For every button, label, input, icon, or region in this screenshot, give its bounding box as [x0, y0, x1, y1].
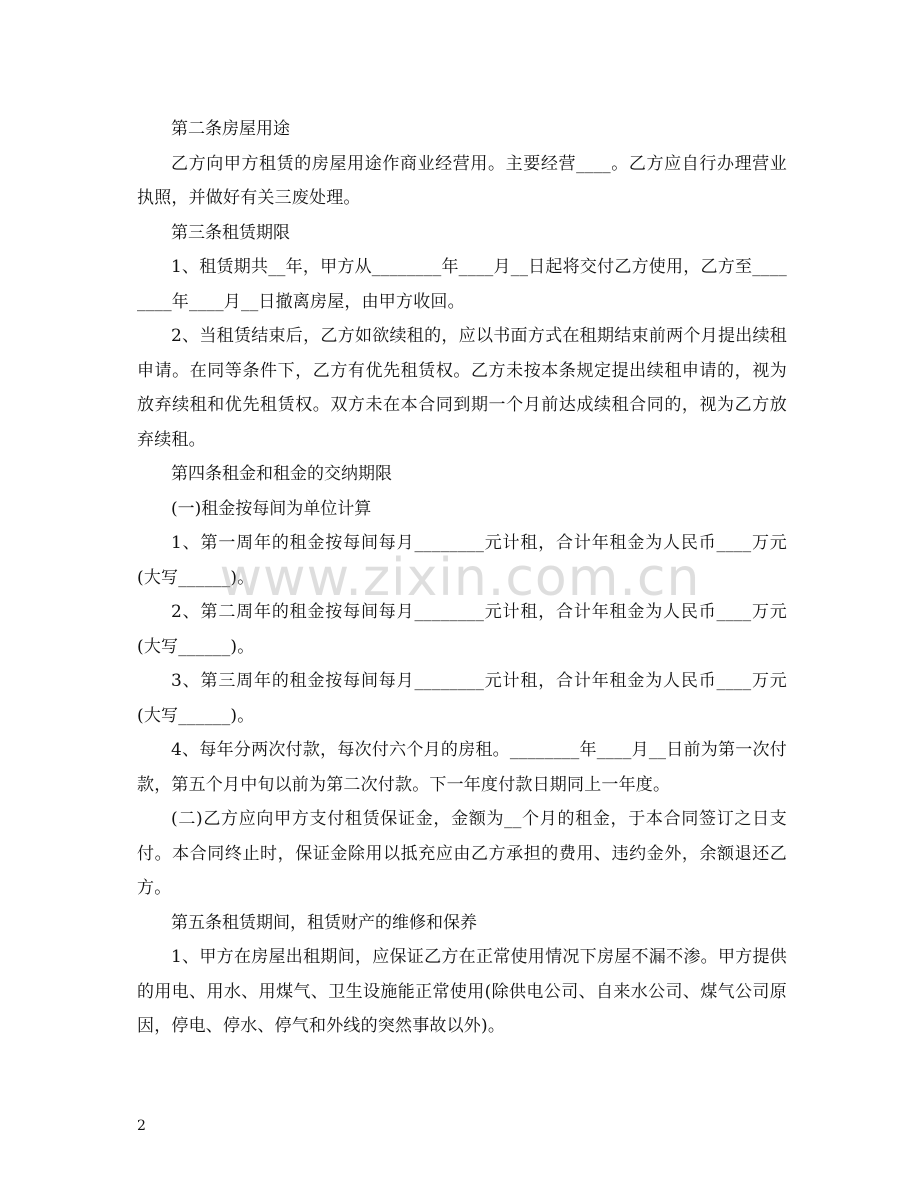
article-5-clause-1: 1、甲方在房屋出租期间，应保证乙方在正常使用情况下房屋不漏不渗。甲方提供的用电、用水、用煤气、卫生设施能正常使用(除供电公司、自来水公司、煤气公司原因，停电、停水、停气和外线的突然事故以外)。: [137, 947, 787, 1036]
article-4-clause-2: 2、第二周年的租金按每间每月________元计租，合计年租金为人民币____万元(大写______)。: [137, 602, 787, 657]
document-body: [137, 112, 787, 1044]
article-4-section-1-heading: (一)租金按每间为单位计算: [171, 498, 372, 519]
article-4-clause-1: 1、第一周年的租金按每间每月________元计租，合计年租金为人民币____万元(大写______)。: [137, 533, 787, 588]
article-2-text: 乙方向甲方租赁的房屋用途作商业经营用。主要经营____。乙方应自行办理营业执照，并做好有关三废处理。: [137, 153, 787, 208]
article-4-section-2: (二)乙方应向甲方支付租赁保证金，金额为__个月的租金，于本合同签订之日支付。本合同终止时，保证金除用以抵充应由乙方承担的费用、违约金外，余额退还乙方。: [137, 809, 787, 898]
watermark: www.zixin.com.cn: [219, 548, 701, 608]
page-number: 2: [137, 1118, 146, 1134]
article-4-clause-3: 3、第三周年的租金按每间每月________元计租，合计年租金为人民币____万元(大写______)。: [137, 671, 787, 726]
article-3-clause-1: 1、租赁期共__年，甲方从________年____月__日起将交付乙方使用，乙方至________年____月__日撤离房屋，由甲方收回。: [137, 257, 787, 312]
article-4-heading: 第四条租金和租金的交纳期限: [171, 464, 392, 484]
article-2-heading: 第二条房屋用途: [171, 119, 290, 139]
article-5-heading: 第五条租赁期间，租赁财产的维修和保养: [171, 912, 477, 933]
article-4-clause-4: 4、每年分两次付款，每次付六个月的房租。________年____月__日前为第一次付款，第五个月中旬以前为第二次付款。下一年度付款日期同上一年度。: [137, 740, 787, 795]
article-3-heading: 第三条租赁期限: [171, 222, 290, 243]
article-3-clause-2: 2、当租赁结束后，乙方如欲续租的，应以书面方式在租期结束前两个月提出续租申请。在同等条件下，乙方有优先租赁权。乙方未按本条规定提出续租申请的，视为放弃续租和优先租赁权。双方未在本合同到期一个月前达成续租合同的，视为乙方放弃续租。: [137, 326, 787, 450]
